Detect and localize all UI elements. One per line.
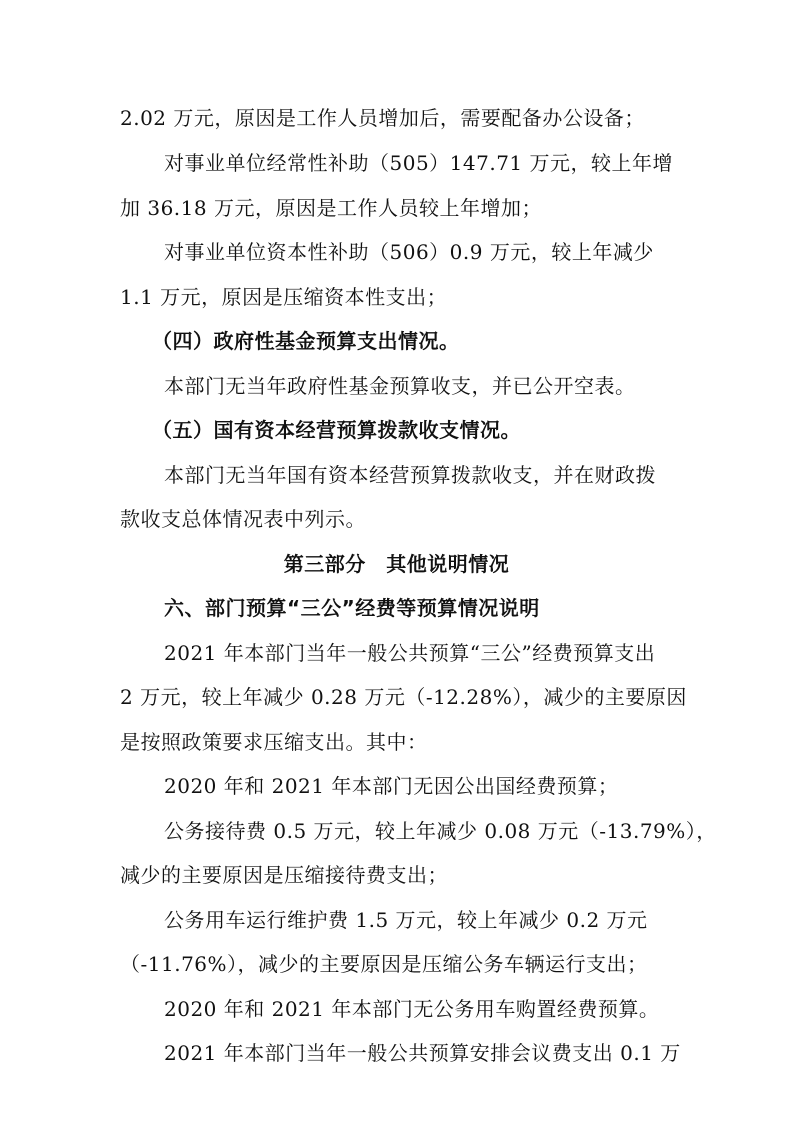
paragraph-line: 对事业单位经常性补助（505）147.71 万元，较上年增 [164,151,674,175]
paragraph-line: 2 万元，较上年减少 0.28 万元（-12.28%），减少的主要原因 [120,685,687,709]
paragraph-line: 2021 年本部门当年一般公共预算安排会议费支出 0.1 万 [164,1041,681,1065]
paragraph-line: 公务用车运行维护费 1.5 万元，较上年减少 0.2 万元 [164,908,648,932]
paragraph-line: 加 36.18 万元，原因是工作人员较上年增加； [120,196,542,220]
paragraph-line: （-11.76%），减少的主要原因是压缩公务车辆运行支出； [120,952,648,976]
paragraph-line: 2.02 万元，原因是工作人员增加后，需要配备办公设备； [120,106,645,130]
paragraph-line: 2020 年和 2021 年本部门无因公出国经费预算； [164,774,619,798]
paragraph-line: 款收支总体情况表中列示。 [120,507,366,531]
paragraph-line: 对事业单位资本性补助（506）0.9 万元，较上年减少 [164,240,654,264]
paragraph-line: 本部门无当年政府性基金预算收支，并已公开空表。 [164,374,636,398]
part-title: 第三部分 其他说明情况 [283,552,510,576]
paragraph-line: 1.1 万元，原因是压缩资本性支出； [120,285,448,309]
section-heading-6: 六、部门预算“三公”经费等预算情况说明 [164,596,540,620]
paragraph-line: 2021 年本部门当年一般公共预算“三公”经费预算支出 [164,641,656,665]
section-heading-4: （四）政府性基金预算支出情况。 [152,329,460,353]
section-heading-5: （五）国有资本经营预算拨款收支情况。 [152,418,521,442]
paragraph-line: 2020 年和 2021 年本部门无公务用车购置经费预算。 [164,997,660,1021]
paragraph-line: 公务接待费 0.5 万元，较上年减少 0.08 万元（-13.79%）， [164,819,717,843]
paragraph-line: 减少的主要原因是压缩接待费支出； [120,863,448,887]
paragraph-line: 本部门无当年国有资本经营预算拨款收支，并在财政拨 [164,463,656,487]
paragraph-line: 是按照政策要求压缩支出。其中： [120,730,428,754]
